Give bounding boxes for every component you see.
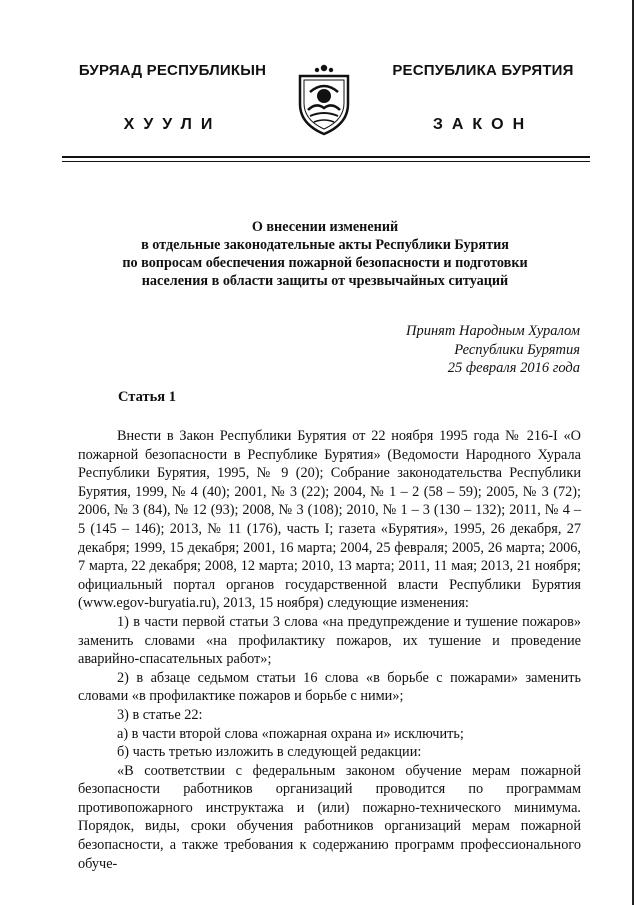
body-paragraph: 2) в абзаце седьмом статьи 16 слова «в борьбе с пожарами» заменить словами «в профилактике пожаров и борьбе с ними»; bbox=[78, 669, 581, 705]
header-right-doc-type: ЗАКОН bbox=[432, 116, 534, 133]
article-body bbox=[78, 427, 581, 873]
adoption-line: Республики Бурятия bbox=[454, 341, 580, 358]
body-paragraph: б) часть третью изложить в следующей редакции: bbox=[117, 744, 422, 761]
header-right-org: РЕСПУБЛИКА БУРЯТИЯ bbox=[392, 62, 574, 79]
article-heading: Статья 1 bbox=[118, 389, 176, 405]
body-paragraph: 3) в статье 22: bbox=[117, 706, 203, 723]
law-title-line: населения в области защиты от чрезвычайных ситуаций bbox=[141, 273, 509, 289]
law-title-line: по вопросам обеспечения пожарной безопасности и подготовки bbox=[122, 255, 528, 271]
coat-of-arms-emblem-icon bbox=[290, 58, 358, 138]
body-paragraph: а) в части второй слова «пожарная охрана и» исключить; bbox=[117, 725, 464, 742]
law-title-line: О внесении изменений bbox=[251, 219, 399, 235]
adoption-date: 25 февраля 2016 года bbox=[447, 360, 580, 376]
adoption-line: Принят Народным Хуралом bbox=[405, 323, 580, 339]
page-edge-line bbox=[632, 0, 634, 905]
law-title-line: в отдельные законодательные акты Республики Бурятия bbox=[141, 237, 509, 253]
adoption-note bbox=[406, 322, 580, 378]
header-left-doc-type: ХУУЛИ bbox=[123, 116, 222, 133]
law-title bbox=[60, 218, 590, 290]
header-divider-thin bbox=[62, 161, 590, 162]
body-paragraph: «В соответствии с федеральным законом обучение мерам пожарной безопасности работников организаций проводится по программам противопожарного инструктажа и (или) пожарно-технического минимума. Порядок, виды, сроки обучения работников организаций мерам пожарной безопасности, а также требования к содержанию программ профессионального обуче- bbox=[78, 762, 581, 872]
body-paragraph: 1) в части первой статьи 3 слова «на предупреждение и тушение пожаров» заменить словами «на профилактику пожаров, их тушение и проведение аварийно-спасательных работ»; bbox=[78, 613, 581, 668]
header-left-org: БУРЯАД РЕСПУБЛИКЫН bbox=[78, 62, 267, 79]
header-divider-thick bbox=[62, 156, 590, 158]
body-paragraph: Внести в Закон Республики Бурятия от 22 ноября 1995 года № 216-I «О пожарной безопасности в Республике Бурятия» (Ведомости Народного Хурала Республики Бурятия, 1995, № 9 (20); Собрание законодательства Республики Бурятия, 1999, № 4 (40); 2001, № 3 (22); 2004, № 1 – 2 (58 – 59); 2005, № 3 (72); 2006, № 3 (84), № 12 (93); 2008, № 3 (108); 2010, № 1 – 3 (130 – 132); 2011, № 4 – 5 (145 – 146); 2013, № 11 (176), часть I; газета «Бурятия», 1995, 26 декабря, 27 декабря; 1999, 15 декабря; 2001, 16 марта; 2004, 25 февраля; 2005, 26 марта; 2006, 7 марта, 22 декабря; 2008, 12 марта; 2010, 13 марта; 2011, 11 мая; 2013, 21 ноября; официальный портал органов государственной власти Республики Бурятия (www.egov-buryatia.ru), 2013, 15 ноября) следующие изменения: bbox=[78, 428, 581, 612]
